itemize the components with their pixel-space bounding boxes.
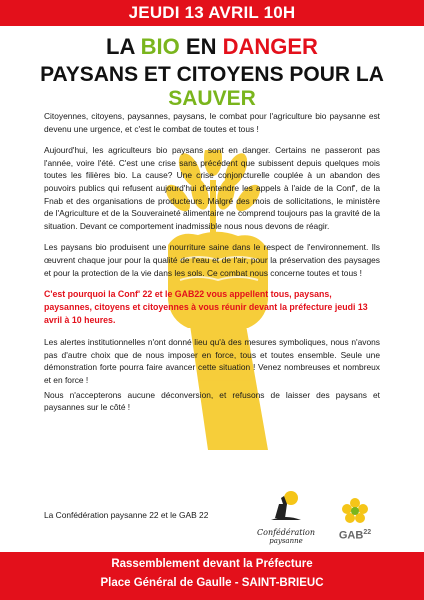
- location-banner: [0, 552, 424, 600]
- gab22-logo: [330, 496, 380, 544]
- flower-icon: [340, 496, 370, 526]
- farmer-silhouette-icon: [269, 488, 303, 522]
- gab-logo-text: [330, 529, 380, 542]
- event-date-time: JEUDI 13 AVRIL 10H: [128, 3, 296, 22]
- gathering-text: Rassemblement devant la Préfecture: [111, 558, 313, 570]
- paragraph-refusal: Nous n'accepterons aucune déconversion, et refusons de laisser des paysans et paysannes sur le côté !: [44, 389, 380, 413]
- headline-line-1: [0, 34, 424, 60]
- conf-logo-line2: paysanne: [269, 537, 303, 545]
- body-text: [44, 110, 380, 423]
- headline-danger: DANGER: [222, 34, 318, 59]
- headline-sauver: SAUVER: [168, 87, 256, 110]
- location-address: Place Général de Gaulle - SAINT-BRIEUC: [100, 577, 324, 589]
- headline-text: EN: [179, 34, 223, 59]
- paragraph-alerts: Les alertes institutionnelles n'ont donné lieu qu'à des mesures symboliques, nous n'avons pas d'autre choix que de nous imposer en force, tous et toutes ensemble. Seule une démonstration forte pourra faire avancer cette situation ! Venez nombreuses et nombreux et en force !: [44, 337, 380, 385]
- signature: La Confédération paysanne 22 et le GAB 22: [44, 510, 209, 520]
- headline-line-2: [0, 63, 424, 111]
- call-to-action: C'est pourquoi la Conf' 22 et le GAB22 vous appellent tous, paysans, paysannes, citoyens et citoyennes à vous réunir devant la préfecture jeudi 13 avril à 10 heures.: [44, 289, 368, 326]
- confederation-paysanne-logo: [256, 488, 316, 548]
- paragraph-intro: Citoyennes, citoyens, paysannes, paysans, le combat pour l'agriculture bio paysanne est devenu une urgence, et c'est le combat de toutes et tous !: [44, 111, 380, 134]
- date-banner: [0, 0, 424, 26]
- headline-text: LA: [106, 34, 141, 59]
- paragraph-environment: Les paysans bio produisent une nourriture saine dans le respect de l'environnement. Ils œuvrent chaque jour pour la qualité de l'eau et de l'air, pour la préservation des paysages et pour la protection de la vie dans les sols. Ce combat nous concerne toutes et tous !: [44, 242, 380, 278]
- paragraph-crisis: Aujourd'hui, les agriculteurs bio paysans sont en danger. Certains ne passeront pas l'année, voire l'été. C'est une crise sans précédent que subissent depuis quelques mois toutes les filières bio. La cause? Une crise conjoncturelle couplée à un abandon des pouvoirs publics qui refusent aujourd'hui d'entendre les appels à l'aide de la Conf', de la Fnab et des organisations de producteurs. Malgré des mois de sollicitations, le ministère de l'Agriculture et de la Souveraineté alimentaire ne comprend toujours pas la gravité de la situation. Devant ce comportement inadmissible nous nous devons de réagir.: [44, 145, 380, 231]
- gab-logo-name: GAB: [338, 529, 364, 542]
- headline-bio: BIO: [140, 34, 180, 59]
- conf-logo-line1: Confédération: [257, 528, 315, 537]
- headline-text: PAYSANS ET CITOYENS POUR LA: [40, 63, 384, 86]
- gab-logo-number: 22: [363, 529, 372, 536]
